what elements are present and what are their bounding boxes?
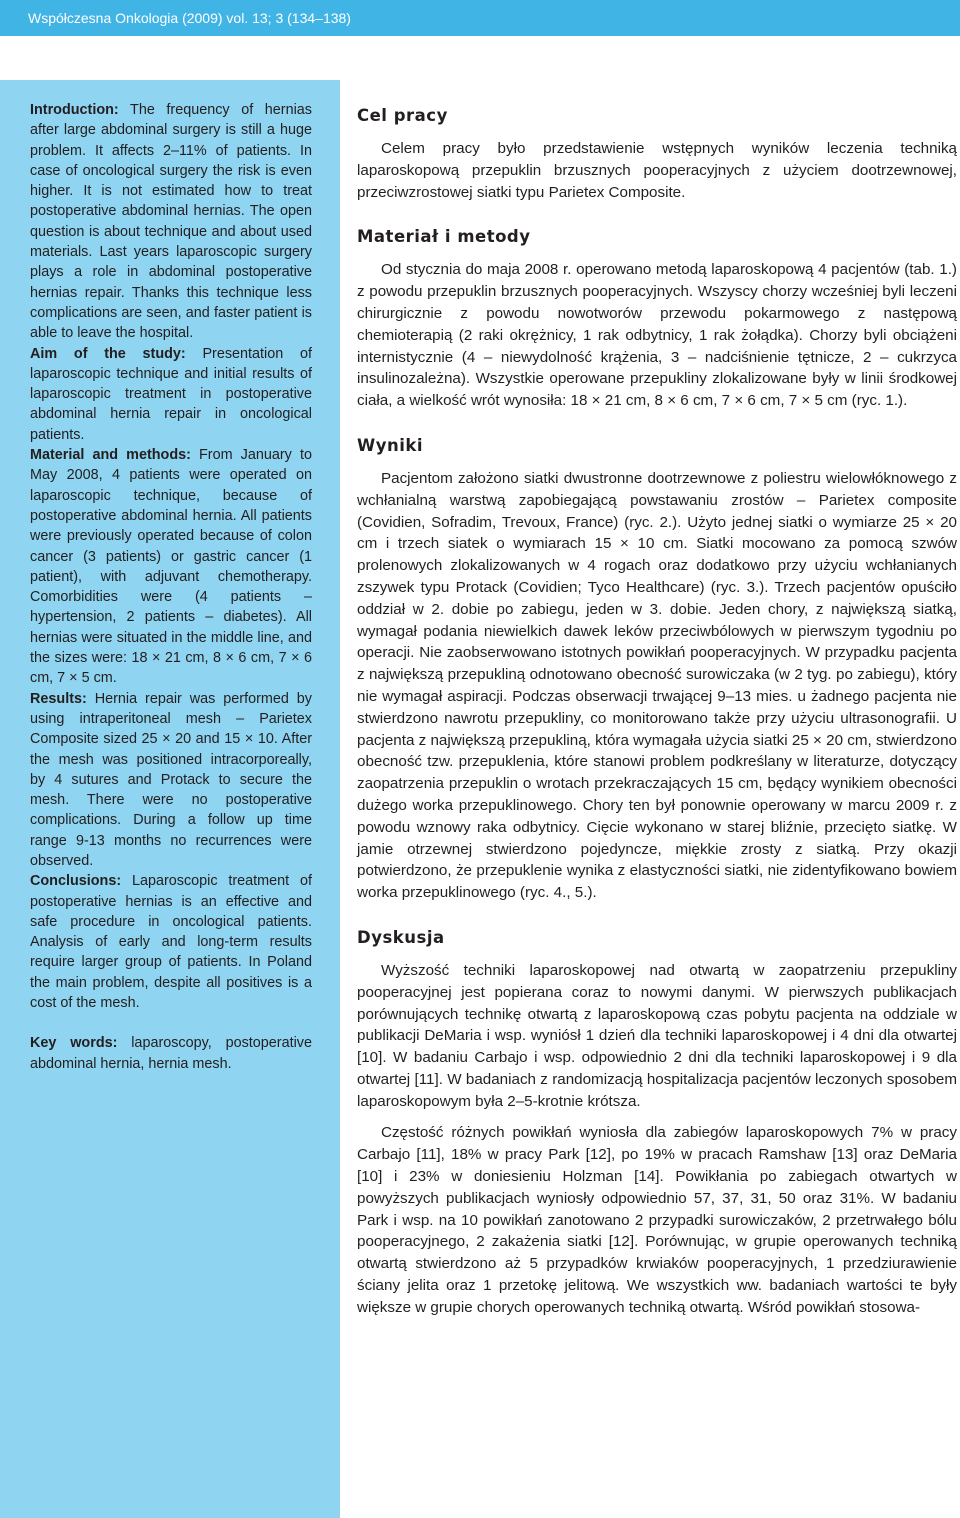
- discussion-paragraph-1: Wyższość techniki laparoskopowej nad otwartą w zaopatrzeniu przepukliny pooperacyjnej jest popierana coraz to nowymi danymi. W pierwszych publikacjach porównujących technikę otwartą z laparoskopową czas pobytu pacjenta na oddziale w publikacji DeMaria i wsp. wyniósł 1 dzień dla techniki laparoskopowej i 4 dni dla otwartej [10]. W badaniu Carbajo i wsp. odpowiednio 2 dni dla techniki laparoskopowej i 9 dla otwartej [11]. W badaniach z randomizacją hospitalizacja pacjentów leczonych sposobem laparoskopowym była 2–5-krotnie krótsza.: [357, 961, 957, 1110]
- keywords-label: Key words:: [30, 1035, 118, 1052]
- abstract-keywords: [30, 1033, 312, 1074]
- abstract-methods: [30, 445, 312, 689]
- aim-label: Aim of the study:: [30, 345, 186, 362]
- section-heading-results: Wyniki: [357, 435, 423, 455]
- aim-paragraph: Celem pracy było przedstawienie wstępnych wyników leczenia techniką laparoskopową przepuklin brzusznych pooperacyjnych z użyciem dootrzewnowej, przeciwzrostowej siatki typu Parietex Composite.: [357, 140, 957, 201]
- discussion-paragraph-2: Częstość różnych powikłań wyniosła dla zabiegów laparoskopowych 7% w pracy Carbajo [11], 18% w pracy Park [12], po 19% w pracach Ramshaw [13] oraz DeMaria [10] i 23% w doniesieniu Holzman [14]. Powikłania po zabiegach otwartych w powyższych publikacjach wyniosły odpowiednio 57, 37, 31, 50 oraz 31%. W badaniu Park i wsp. na 10 powikłań zanotowano 2 przypadki surowiczaków, 2 przetrwałego bólu pooperacyjnego, 2 zakażenia siatki [12]. Porównując, w grupie operowanych techniką otwartą stwierdzono aż 5 przypadków krwiaków pooperacyjnych, 1 przedziurawienie ściany jelita oraz 1 przetokę jelitową. We wszystkich ww. badaniach wartości te były większe w grupie chorych operowanych techniką otwartą. Wśród powikłań stosowa-: [357, 1124, 957, 1316]
- journal-reference: Współczesna Onkologia (2009) vol. 13; 3 (134–138): [28, 10, 351, 26]
- section-heading-discussion: Dyskusja: [357, 927, 445, 947]
- journal-header-bar: [0, 0, 960, 36]
- abstract-aim: [30, 344, 312, 445]
- article-body: [357, 104, 957, 1319]
- results-label: Results:: [30, 690, 87, 707]
- abstract: [30, 100, 312, 1074]
- methods-label: Material and methods:: [30, 447, 191, 464]
- introduction-text: The frequency of hernias after large abdominal surgery is still a huge problem. It affects 2–11% of patients. In case of oncological surgery the risk is even higher. It is not estimated how to treat postoperative abdominal hernias. The open question is about technique and about used materials. Last years laparoscopic surgery plays a role in abdominal postoperative hernias repair. Thanks this technique less complications are seen, and faster patient is able to leave the hospital.: [30, 102, 312, 342]
- aim-text: Presentation of laparoscopic technique and initial results of laparoscopic treatment in postoperative abdominal hernia repair in oncological patients.: [30, 345, 312, 443]
- results-paragraph: Pacjentom założono siatki dwustronne dootrzewnowe z poliestru wielowłóknowego z wchłanialną warstwą zapobiegającą powstawaniu zrostów – Parietex composite (Covidien, Sofradim, Trevoux, France) (ryc. 2.). Użyto jednej siatki o wymiarze 25 × 20 cm i trzech siatek o wymiarach 15 × 10 cm. Siatki mocowano za pomocą szwów prolenowych zlokalizowanych w 4 rogach oraz dodatkowo przy użyciu wchłanianych zszywek typu Protack (Covidien; Tyco Healthcare) (ryc. 3.). Trzech pacjentów opuściło oddział w 2. dobie po zabiegu, jeden w 3. dobie. Jeden chory, z największą siatką, wymagał podania niewielkich dawek leków przeciwbólowych w pierwszym tygodniu po operacji. Nie zaobserwowano istotnych powikłań pooperacyjnych. W przypadku pacjenta z największą przepukliną odnotowano obecność surowiczaka (w 2 tyg. po zabiegu), który nie wymagał aspiracji. Podczas obserwacji trwającej 9–13 mies. u żadnego pacjenta nie stwierdzono nawrotu przepukliny, co monitorowano także przy użyciu ultrasonografii. U pacjenta z największą przepukliną, która wymagała użycia siatki 25 × 20 cm, stwierdzono obecność tzw. przepuklenia, które stanowi problem podkreślany w literaturze, dotyczący zaopatrzenia przepuklin o wrotach przekraczających 15 cm, będący wynikiem obecności dużego worka przepuklinowego. Chory ten był ponownie operowany w marcu 2009 r. z powodu wznowy raka odbytnicy. Cięcie wykonano w starej bliźnie, przecięto siatkę. W jamie otrzewnej stwierdzono pojedyncze, miękkie zrosty z siatką. Przy okazji potwierdzono, że przepuklenie wynika z elastyczności siatki, nie zidentyfikowano bowiem worka przepuklinowego (ryc. 4., 5.).: [357, 469, 957, 902]
- abstract-introduction: [30, 100, 312, 344]
- section-heading-aim: Cel pracy: [357, 106, 448, 125]
- conclusions-text: Laparoscopic treatment of postoperative hernias is an effective and safe procedure in oncological patients. Analysis of early and long-term results require larger group of patients. In Poland the main problem, despite all positives is a cost of the mesh.: [30, 873, 312, 1012]
- methods-text: From January to May 2008, 4 patients were operated on laparoscopic technique, because of postoperative abdominal hernia. All patients were previously operated because of colon cancer (3 patients) or gastric cancer (1 patient), with adjuvant chemotherapy. Comorbidities were (4 patients – hypertension, 2 patients – diabetes). All hernias were situated in the middle line, and the sizes were: 18 × 21 cm, 8 × 6 cm, 7 × 6 cm, 7 × 5 cm.: [30, 447, 312, 687]
- section-heading-methods: Materiał i metody: [357, 227, 531, 247]
- introduction-label: Introduction:: [30, 102, 119, 118]
- methods-paragraph: Od stycznia do maja 2008 r. operowano metodą laparoskopową 4 pacjentów (tab. 1.) z powodu przepuklin brzusznych pooperacyjnych. Wszyscy chorzy wcześniej byli leczeni chirurgicznie z powodu nowotworów przewodu pokarmowego z następową chemioterapią (2 raki okrężnicy, 1 rak odbytnicy, 1 rak żołądka). Chorzy byli obciążeni internistycznie (4 – niewydolność krążenia, 3 – nadciśnienie tętnicze, 2 – cukrzyca insulinozależna). Wszystkie operowane przepukliny zlokalizowane były w linii środkowej ciała, a wielkość wrót wynosiła: 18 × 21 cm, 8 × 6 cm, 7 × 6 cm, 7 × 5 cm (ryc. 1.).: [357, 261, 957, 410]
- results-text: Hernia repair was performed by using intraperitoneal mesh – Parietex Composite sized 25 × 20 and 15 × 10. After the mesh was positioned intracorporeally, by 4 sutures and Protack to secure the mesh. There were no postoperative complications. During a follow up time range 9-13 months no recurrences were observed.: [30, 690, 312, 869]
- abstract-results: [30, 689, 312, 872]
- abstract-conclusions: [30, 871, 312, 1013]
- keywords-text: laparoscopy, postoperative abdominal hernia, hernia mesh.: [30, 1035, 312, 1072]
- conclusions-label: Conclusions:: [30, 873, 122, 890]
